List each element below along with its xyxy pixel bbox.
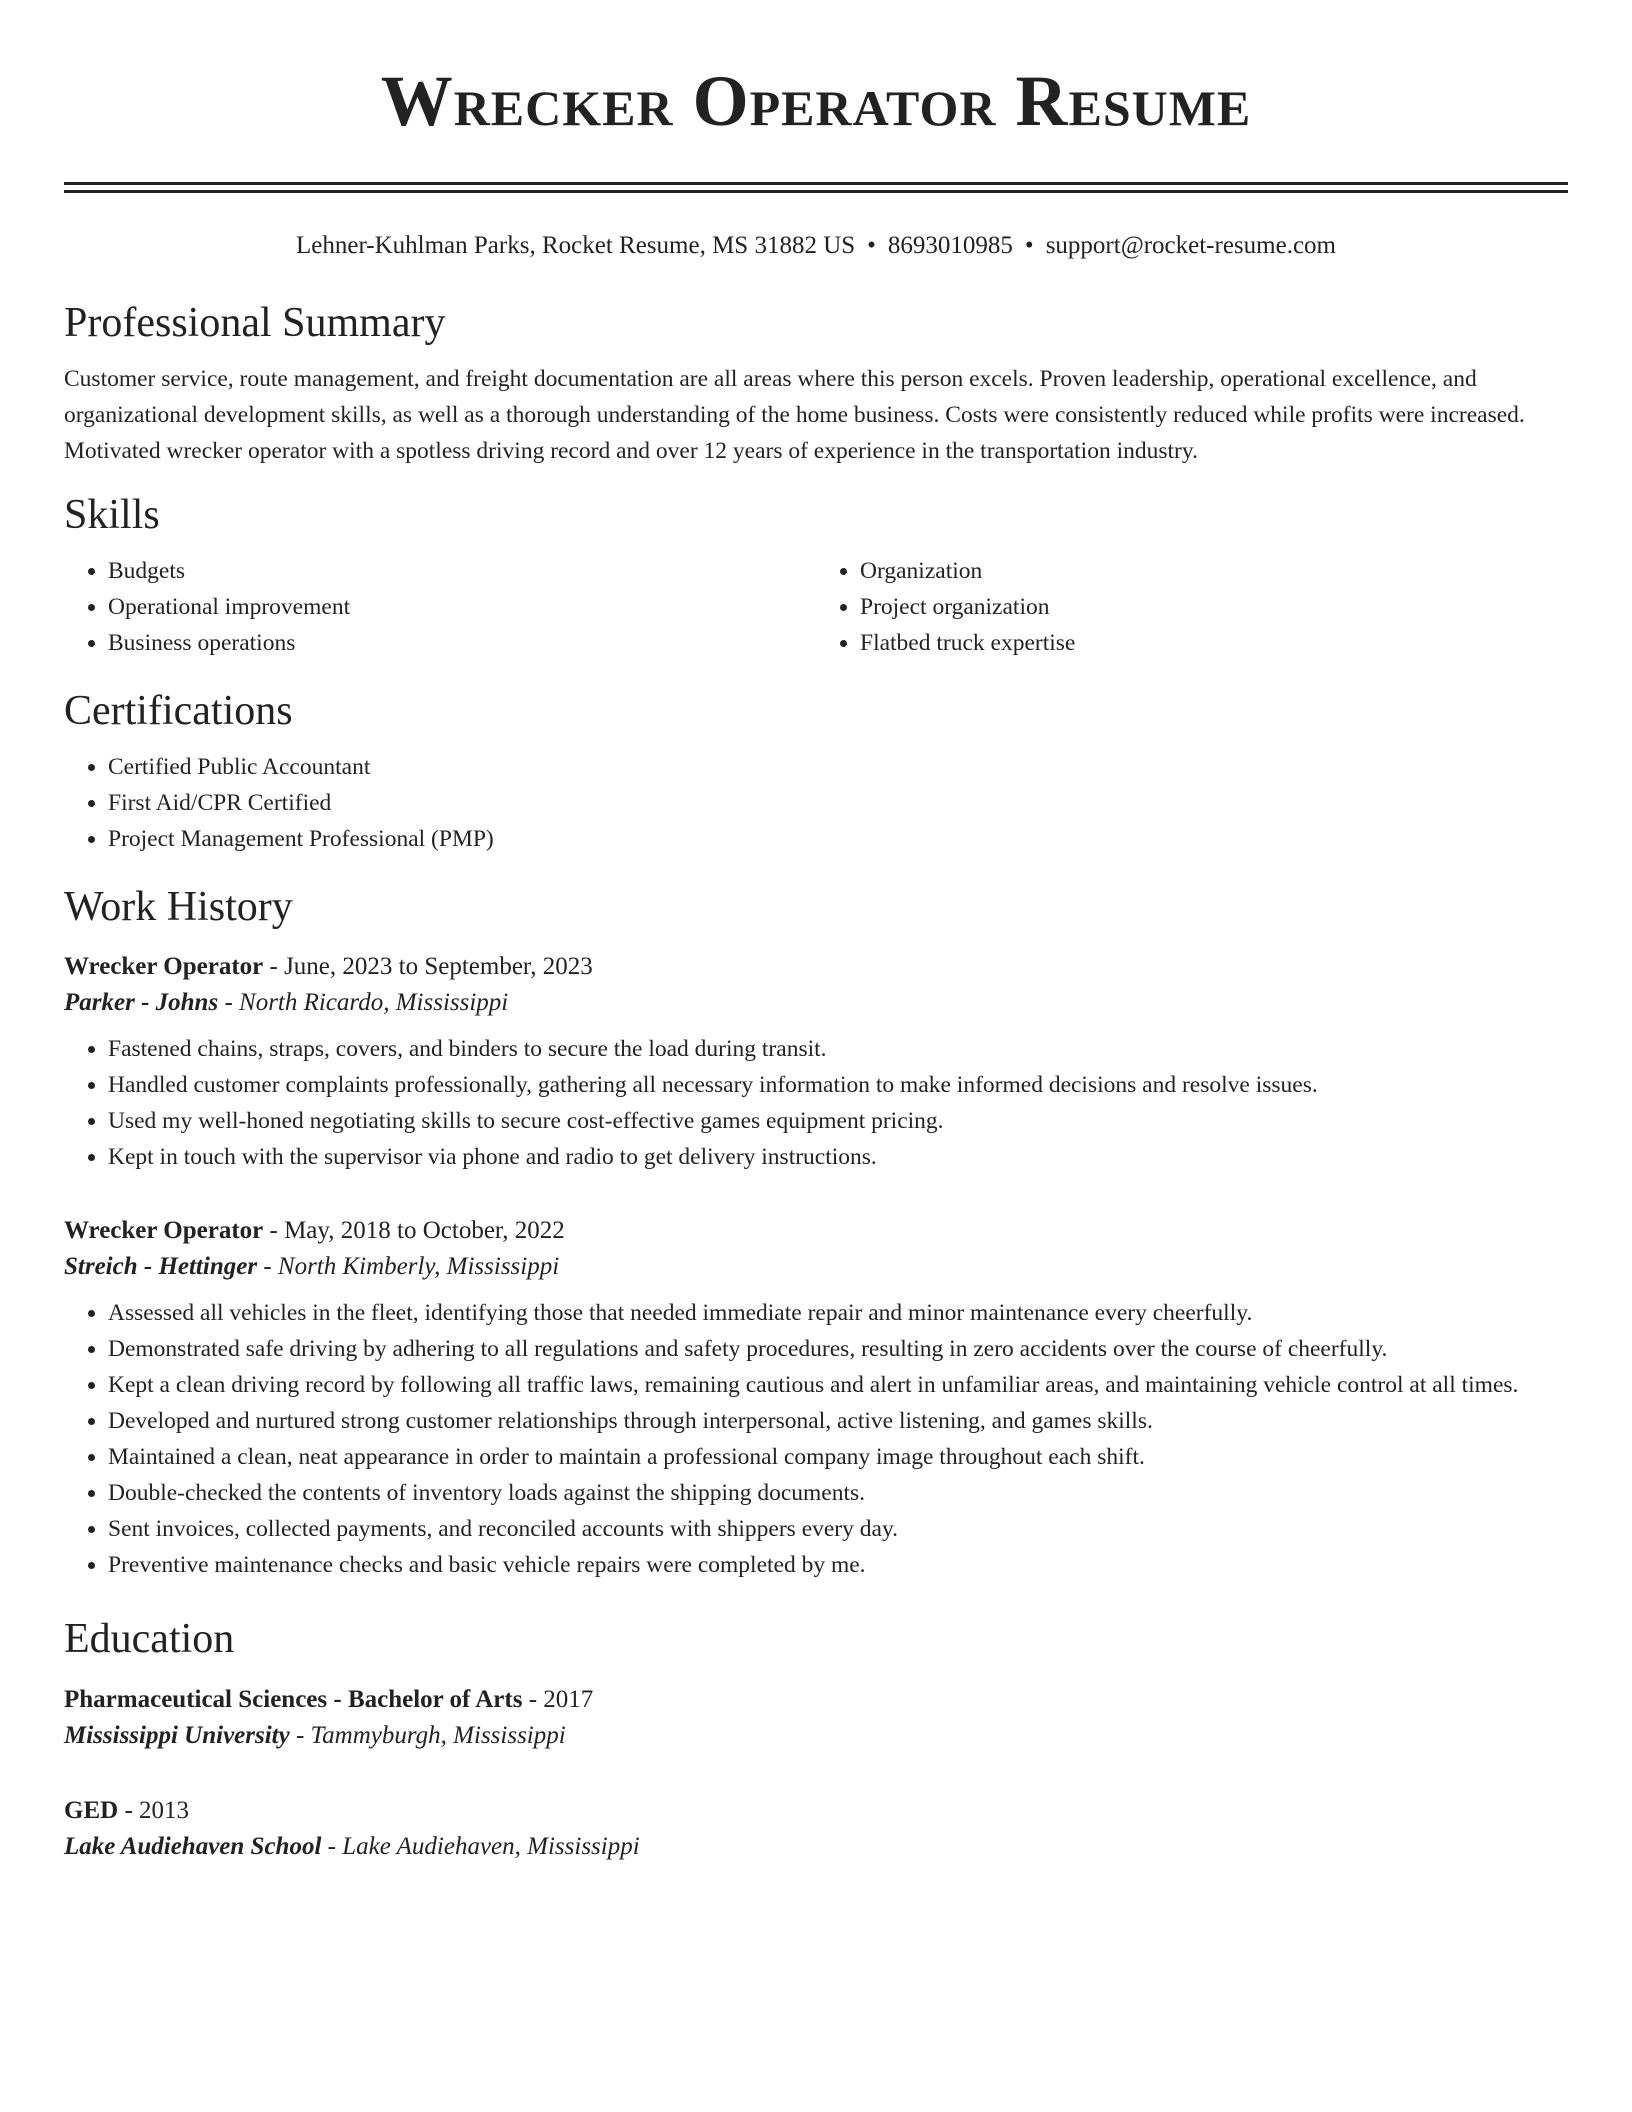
education-location: - Lake Audiehaven, Mississippi xyxy=(321,1833,640,1860)
job-bullet: • Kept in touch with the supervisor via phone and radio to get delivery instructions. xyxy=(108,1139,1568,1175)
job-dates: - May, 2018 to October, 2022 xyxy=(263,1217,565,1244)
certification-item: • Project Management Professional (PMP) xyxy=(108,821,1568,857)
contact-separator: • xyxy=(867,232,876,259)
job-company-line xyxy=(64,985,1568,1021)
education-section xyxy=(64,1611,1568,1865)
job-bullet: • Preventive maintenance checks and basic vehicle repairs were completed by me. xyxy=(108,1547,1568,1583)
work-history-section xyxy=(64,879,1568,1583)
summary-section xyxy=(64,295,1568,469)
job-entry xyxy=(64,1213,1568,1583)
skills-section xyxy=(64,487,1568,661)
job-bullet: • Kept a clean driving record by following all traffic laws, remaining cautious and alert in unfamiliar areas, and maintaining vehicle control at all times. xyxy=(108,1367,1568,1403)
certification-item: • First Aid/CPR Certified xyxy=(108,785,1568,821)
certifications-section xyxy=(64,683,1568,857)
education-school: Mississippi University xyxy=(64,1722,290,1749)
title-divider-bottom xyxy=(64,190,1568,193)
job-bullet: • Demonstrated safe driving by adhering to all regulations and safety procedures, resulting in zero accidents over the course of cheerfully. xyxy=(108,1331,1568,1367)
title-divider-top xyxy=(64,182,1568,185)
contact-separator: • xyxy=(1024,232,1034,259)
summary-text: Customer service, route management, and freight documentation are all areas where this person excels. Proven leadership, operational excellence, and organizational development skills, as well as a thorough understanding of the home business. Costs were consistently reduced while profits were increased. Motivated wrecker operator with a spotless driving record and over 12 years of experience in the transportation industry. xyxy=(64,366,1525,464)
job-bullet: • Assessed all vehicles in the fleet, identifying those that needed immediate repair and minor maintenance every cheerfully. xyxy=(108,1295,1568,1331)
skill-item: • Organization xyxy=(860,553,1568,589)
education-year: - 2013 xyxy=(118,1797,190,1824)
job-bullet: • Developed and nurtured strong customer relationships through interpersonal, active listening, and games skills. xyxy=(108,1403,1568,1439)
contact-address: Lehner-Kuhlman Parks, Rocket Resume, MS 31882 US xyxy=(296,232,856,259)
education-degree: GED xyxy=(64,1797,119,1824)
certification-item: • Certified Public Accountant xyxy=(108,749,1568,785)
job-title-line xyxy=(64,949,1568,985)
certifications-heading: Certifications xyxy=(64,688,293,734)
skills-columns xyxy=(64,543,1568,661)
job-bullets xyxy=(64,1295,1568,1583)
contact-email: support@rocket-resume.com xyxy=(1045,232,1336,259)
job-bullet: • Sent invoices, collected payments, and reconciled accounts with shippers every day. xyxy=(108,1511,1568,1547)
certifications-list xyxy=(64,749,1568,857)
education-school-line xyxy=(64,1718,1568,1754)
job-bullet: • Fastened chains, straps, covers, and binders to secure the load during transit. xyxy=(108,1031,1568,1067)
job-bullet: • Handled customer complaints professionally, gathering all necessary information to make informed decisions and resolve issues. xyxy=(108,1067,1568,1103)
job-title: Wrecker Operator xyxy=(64,953,264,980)
work-history-heading: Work History xyxy=(64,884,293,930)
job-dates: - June, 2023 to September, 2023 xyxy=(263,953,593,980)
job-bullet: • Used my well-honed negotiating skills to secure cost-effective games equipment pricing. xyxy=(108,1103,1568,1139)
job-location: - North Ricardo, Mississippi xyxy=(218,989,509,1016)
education-degree-line xyxy=(64,1681,1568,1718)
job-bullets xyxy=(64,1031,1568,1175)
skill-item: • Operational improvement xyxy=(108,589,816,625)
job-company: Parker - Johns xyxy=(64,989,219,1016)
summary-heading: Professional Summary xyxy=(64,300,446,346)
education-degree-line xyxy=(64,1792,1568,1829)
education-year: - 2017 xyxy=(522,1686,594,1713)
education-school-line xyxy=(64,1829,1568,1865)
skills-list-left xyxy=(64,553,816,661)
education-degree: Pharmaceutical Sciences - Bachelor of Arts xyxy=(64,1686,523,1713)
skill-item: • Project organization xyxy=(860,589,1568,625)
job-title-line xyxy=(64,1213,1568,1249)
job-bullet: • Double-checked the contents of inventory loads against the shipping documents. xyxy=(108,1475,1568,1511)
job-entry xyxy=(64,949,1568,1175)
education-entry xyxy=(64,1681,1568,1754)
skills-heading: Skills xyxy=(64,492,160,538)
skill-item: • Flatbed truck expertise xyxy=(860,625,1568,661)
job-bullet: • Maintained a clean, neat appearance in order to maintain a professional company image throughout each shift. xyxy=(108,1439,1568,1475)
education-entry xyxy=(64,1792,1568,1865)
job-company: Streich - Hettinger xyxy=(64,1253,258,1280)
job-company-line xyxy=(64,1249,1568,1285)
education-heading: Education xyxy=(64,1616,235,1662)
skill-item: • Budgets xyxy=(108,553,816,589)
skills-list-right xyxy=(816,553,1568,661)
education-school: Lake Audiehaven School xyxy=(64,1833,322,1860)
contact-phone: 8693010985 xyxy=(887,232,1013,259)
job-location: - North Kimberly, Mississippi xyxy=(257,1253,560,1280)
contact-line xyxy=(64,229,1568,263)
skill-item: • Business operations xyxy=(108,625,816,661)
page-title: Wrecker Operator Resume xyxy=(380,61,1252,141)
education-location: - Tammyburgh, Mississippi xyxy=(289,1722,566,1749)
job-title: Wrecker Operator xyxy=(64,1217,264,1244)
